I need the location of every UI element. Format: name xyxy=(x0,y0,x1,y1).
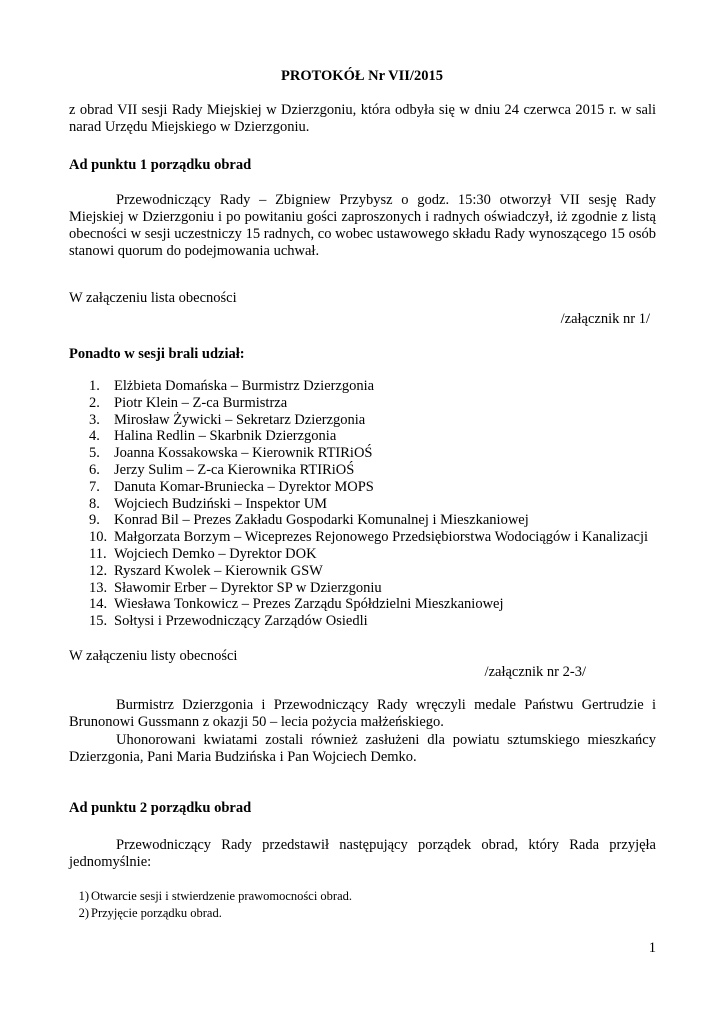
list-item: 11. Wojciech Demko – Dyrektor DOK xyxy=(89,545,317,562)
attendance-note: W załączeniu lista obecności xyxy=(69,290,237,306)
flowers-paragraph: Uhonorowani kwiatami zostali również zasłużeni dla powiatu sztumskiego mieszkańcy Dzierzgonia, Pani Maria Budzińska i Pan Wojciech Demko. xyxy=(69,732,656,765)
list-item: 15. Sołtysi i Przewodniczący Zarządów Osiedli xyxy=(89,613,368,630)
page-number: 1 xyxy=(648,940,656,956)
list-item: 2) Przyjęcie porządku obrad. xyxy=(78,906,222,920)
list-item: 5. Joanna Kossakowska – Kierownik RTIRiOŚ xyxy=(89,445,373,462)
list-item: 13. Sławomir Erber – Dyrektor SP w Dzierzgoniu xyxy=(89,579,382,596)
attachment-ref-1: /załącznik nr 1/ xyxy=(560,311,650,327)
section2-heading: Ad punktu 2 porządku obrad xyxy=(69,800,252,816)
list-item: 12. Ryszard Kwolek – Kierownik GSW xyxy=(89,562,323,579)
list-item: 7. Danuta Komar-Bruniecka – Dyrektor MOPS xyxy=(89,478,374,495)
section1-paragraph: Przewodniczący Rady – Zbigniew Przybysz o godz. 15:30 otworzył VII sesję Rady Miejskiej w Dzierzgoniu i po powitaniu gości zaproszonych i radnych oświadczył, iż zgodnie z listą obecności w sesji uczestniczy 15 radnych, co wobec ustawowego składu Rady wynoszącego 15 osób stanowi quorum do podejmowania uchwał. xyxy=(69,192,656,259)
list-item: 10. Małgorzata Borzym – Wiceprezes Rejonowego Przedsiębiorstwa Wodociągów i Kanalizacji xyxy=(89,529,649,546)
list-item: 2. Piotr Klein – Z-ca Burmistrza xyxy=(89,394,288,411)
section2-paragraph: Przewodniczący Rady przedstawił następujący porządek obrad, który Rada przyjęła jednomyślnie: xyxy=(69,837,656,870)
list-item: 9. Konrad Bil – Prezes Zakładu Gospodarki Komunalnej i Mieszkaniowej xyxy=(89,512,529,529)
list-item: 3. Mirosław Żywicki – Sekretarz Dzierzgonia xyxy=(89,411,366,428)
list-item: 8. Wojciech Budziński – Inspektor UM xyxy=(89,495,328,512)
attachment-ref-2-3: /załącznik nr 2-3/ xyxy=(484,664,586,680)
agenda-list xyxy=(69,888,656,922)
section1-heading: Ad punktu 1 porządku obrad xyxy=(69,157,252,173)
medals-paragraph: Burmistrz Dzierzgonia i Przewodniczący Rady wręczyli medale Państwu Gertrudzie i Brunonowi Gussmann z okazji 50 – lecia pożycia małżeńskiego. xyxy=(69,697,656,730)
list-item: 14. Wiesława Tonkowicz – Prezes Zarządu Spółdzielni Mieszkaniowej xyxy=(89,596,504,613)
attendance-lists-note: W załączeniu listy obecności xyxy=(69,648,238,664)
list-item: 1) Otwarcie sesji i stwierdzenie prawomocności obrad. xyxy=(78,889,353,903)
list-item: 6. Jerzy Sulim – Z-ca Kierownika RTIRiOŚ xyxy=(89,461,355,478)
list-item: 4. Halina Redlin – Skarbnik Dzierzgonia xyxy=(89,428,337,445)
intro-paragraph: z obrad VII sesji Rady Miejskiej w Dzierzgoniu, która odbyła się w dniu 24 czerwca 2015 r. w sali narad Urzędu Miejskiego w Dzierzgoniu. xyxy=(69,102,656,135)
document-title: PROTOKÓŁ Nr VII/2015 xyxy=(281,68,443,84)
participants-list xyxy=(69,378,656,630)
list-item: 1. Elżbieta Domańska – Burmistrz Dzierzgonia xyxy=(89,378,375,394)
participants-heading: Ponadto w sesji brali udział: xyxy=(69,346,245,362)
